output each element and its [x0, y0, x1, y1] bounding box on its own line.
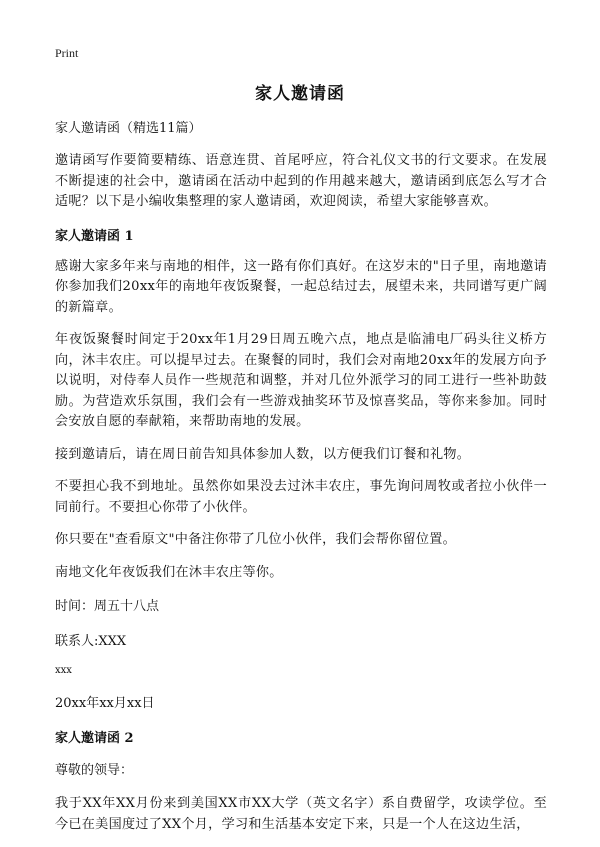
section2-paragraph: 我于XX年XX月份来到美国XX市XX大学（英文名字）系自费留学，攻读学位。至今已在美国度过了XX个月，学习和生活基本安定下来，只是一个人在这边生活，	[55, 796, 547, 832]
section1-paragraph: 你只要在"查看原文"中备注你带了几位小伙伴，我们会帮你留位置。	[55, 532, 457, 547]
section-heading-2: 家人邀请函 2	[55, 731, 134, 746]
document-body	[55, 117, 547, 847]
document-title: 家人邀请函	[255, 84, 345, 104]
contact-line: 联系人:XXX	[55, 634, 127, 649]
intro-paragraph: 邀请函写作要简要精练、语意连贯、首尾呼应，符合礼仪文书的行文要求。在发展不断提速的社会中，邀请函在活动中起到的作用越来越大，邀请函到底怎么写才合适呢？以下是小编收集整理的家人邀请函，欢迎阅读，希望大家能够喜欢。	[55, 153, 547, 209]
greeting-line: 尊敬的领导：	[55, 763, 134, 778]
section1-paragraph: 接到邀请后，请在周日前告知具体参加人数，以方便我们订餐和礼物。	[55, 446, 471, 462]
date-line: 20xx年xx月xx日	[55, 696, 155, 711]
section1-paragraph: 年夜饭聚餐时间定于20xx年1月29日周五晚六点，地点是临浦电厂码头往义桥方向，沐丰农庄。可以提早过去。在聚餐的同时，我们会对南地20xx年的发展方向予以说明，对侍奉人员作一些规范和调整，并对几位外派学习的同工进行一些补助鼓励。为营造欢乐氛围，我们会有一些游戏抽奖环节及惊喜奖品，等你来参加。同时会安放自愿的奉献箱，来帮助南地的发展。	[55, 332, 547, 429]
section-heading-1: 家人邀请函 1	[55, 228, 134, 244]
print-link[interactable]: Print	[55, 46, 79, 60]
section1-paragraph: 不要担心我不到地址。虽然你如果没去过沐丰农庄，事先询问周牧或者拉小伙伴一同前行。不要担心你带了小伙伴。	[55, 479, 547, 515]
signature-name: xxx	[55, 665, 72, 676]
section1-paragraph: 感谢大家多年来与南地的相伴，这一路有你们真好。在这岁末的"日子里，南地邀请你参加我们20xx年的南地年夜饭聚餐，一起总结过去，展望未来，共同谱写更广阔的新篇章。	[55, 258, 547, 315]
section1-paragraph: 南地文化年夜饭我们在沐丰农庄等你。	[55, 564, 283, 580]
time-line: 时间：周五十八点	[55, 599, 160, 614]
document-subtitle: 家人邀请函（精选11篇）	[55, 121, 202, 136]
